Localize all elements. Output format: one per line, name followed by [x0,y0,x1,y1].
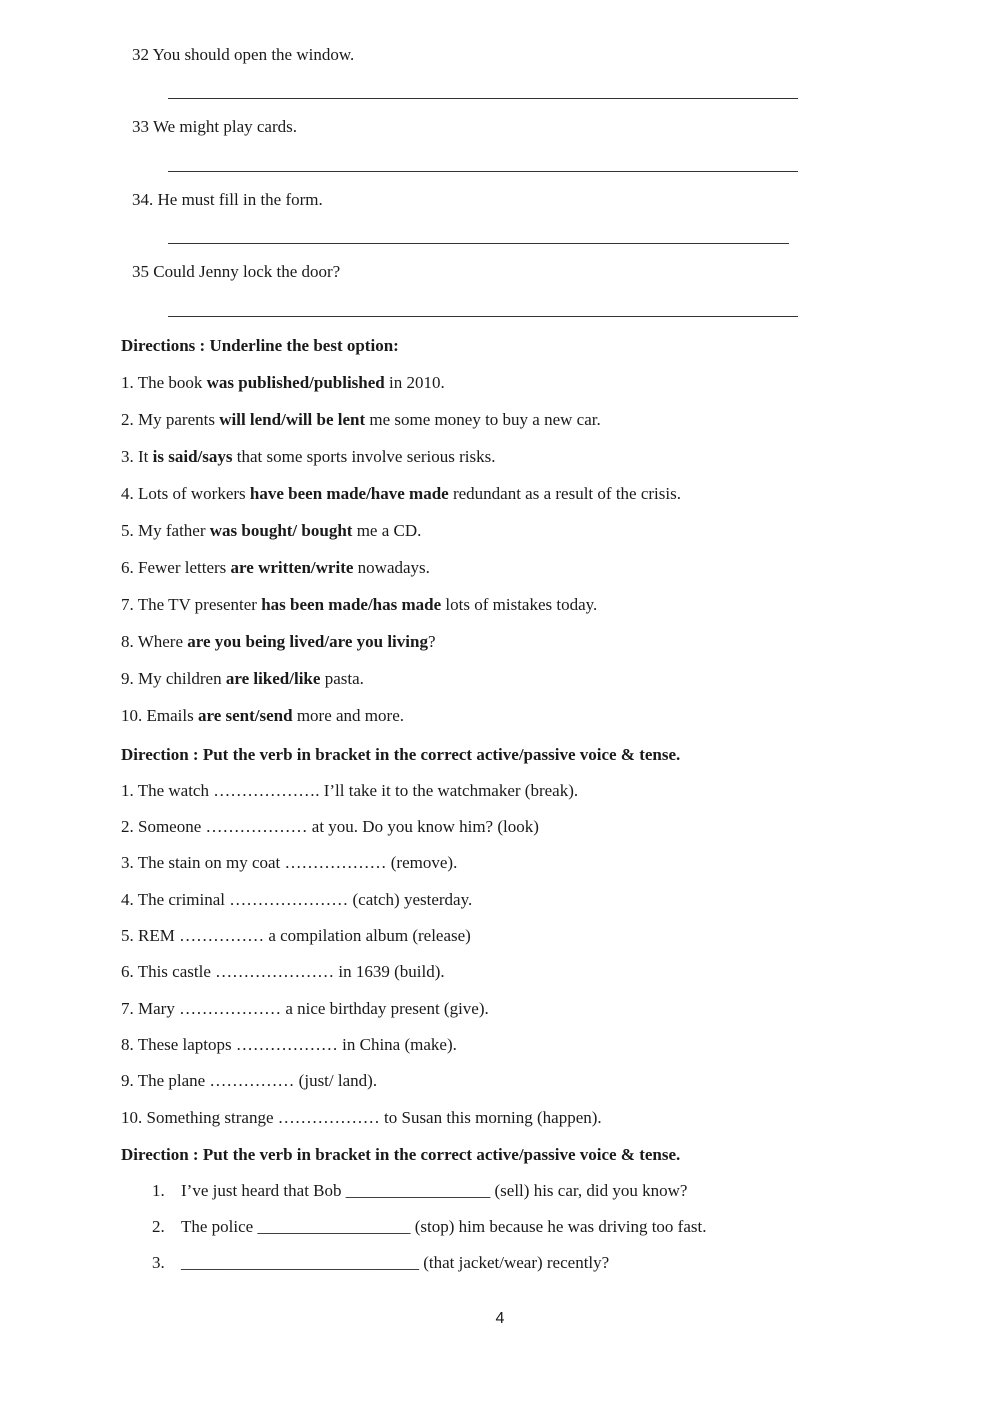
verb-item: 8. These laptops ……………… in China (make). [121,1035,457,1054]
verb-item: 5. REM …………… a compilation album (release) [121,926,471,945]
answer-line [168,98,798,99]
tense-item: The police __________________ (stop) him because he was driving too fast. [181,1217,707,1236]
verb-item: 4. The criminal ………………… (catch) yesterday. [121,890,473,909]
list-number: 1. [152,1181,165,1200]
exercise-item-33: 33 We might play cards. [132,117,297,136]
underline-item: 2. My parents will lend/will be lent me some money to buy a new car. [121,410,601,429]
verb-item: 7. Mary ……………… a nice birthday present (give). [121,999,489,1018]
underline-item: 6. Fewer letters are written/write nowadays. [121,558,430,577]
underline-item: 10. Emails are sent/send more and more. [121,706,404,725]
tense-item: ____________________________ (that jacket/wear) recently? [181,1253,610,1272]
page-number: 4 [495,1310,505,1327]
underline-item: 1. The book was published/published in 2010. [121,373,445,392]
verb-item: 1. The watch ………………. I’ll take it to the watchmaker (break). [121,781,579,800]
underline-item: 7. The TV presenter has been made/has made lots of mistakes today. [121,595,598,614]
verb-item: 2. Someone ……………… at you. Do you know him? (look) [121,817,539,836]
list-number: 3. [152,1253,165,1272]
answer-line [168,171,798,172]
answer-line [168,243,789,244]
answer-line [168,316,798,317]
tense-item: I’ve just heard that Bob _________________ (sell) his car, did you know? [181,1181,688,1200]
underline-item: 5. My father was bought/ bought me a CD. [121,521,422,540]
list-number: 2. [152,1217,165,1236]
verb-item: 6. This castle ………………… in 1639 (build). [121,962,445,981]
verb-item: 3. The stain on my coat ……………… (remove). [121,853,458,872]
section2-heading: Direction : Put the verb in bracket in the correct active/passive voice & tense. [121,745,681,764]
section1-heading: Directions : Underline the best option: [121,336,399,355]
verb-item: 10. Something strange ……………… to Susan this morning (happen). [121,1108,602,1127]
section3-heading: Direction : Put the verb in bracket in the correct active/passive voice & tense. [121,1145,681,1164]
exercise-item-32: 32 You should open the window. [132,45,355,64]
underline-item: 3. It is said/says that some sports involve serious risks. [121,447,496,466]
exercise-item-35: 35 Could Jenny lock the door? [132,262,341,281]
underline-item: 9. My children are liked/like pasta. [121,669,364,688]
underline-item: 8. Where are you being lived/are you living? [121,632,436,651]
underline-item: 4. Lots of workers have been made/have made redundant as a result of the crisis. [121,484,681,503]
verb-item: 9. The plane …………… (just/ land). [121,1071,378,1090]
exercise-item-34: 34. He must fill in the form. [132,190,323,209]
